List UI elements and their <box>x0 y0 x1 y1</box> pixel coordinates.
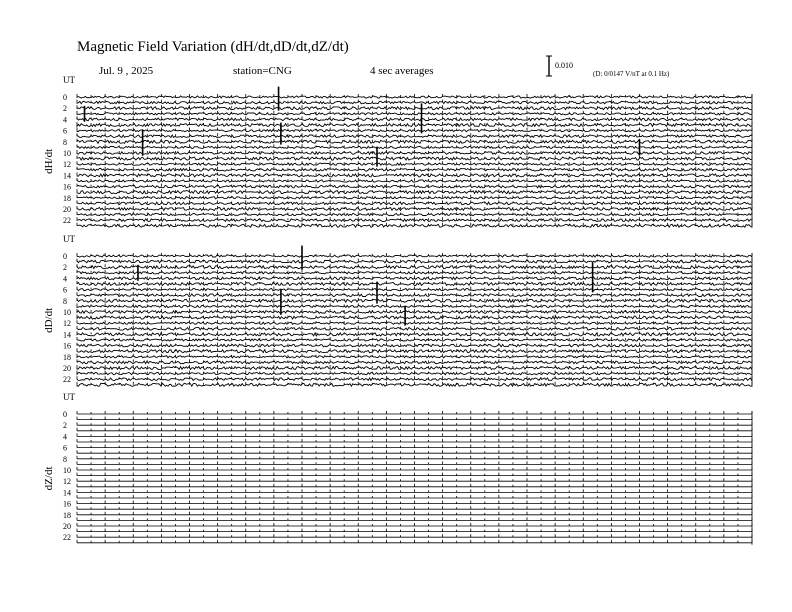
trace-row <box>63 353 752 362</box>
trace-row <box>77 133 752 137</box>
hour-tick-label: 6 <box>63 285 67 295</box>
trace-row <box>63 138 752 147</box>
trace-row <box>77 223 752 228</box>
trace-row <box>77 270 752 274</box>
trace-row <box>63 160 752 169</box>
trace-row <box>77 326 752 330</box>
trace-row <box>63 286 752 295</box>
station-label: station=CNG <box>233 65 292 77</box>
hour-tick-label: 10 <box>63 149 71 158</box>
trace-row <box>63 375 752 384</box>
trace-row <box>77 359 752 363</box>
hour-tick-label: 6 <box>63 126 67 136</box>
trace-row <box>63 330 752 339</box>
hour-tick-label: 4 <box>63 274 67 284</box>
hour-tick-label: 12 <box>63 319 71 329</box>
ut-axis-label: UT <box>63 392 75 402</box>
panel-dH-per-dt <box>43 75 752 228</box>
trace-row <box>77 450 752 453</box>
trace-row <box>77 281 752 286</box>
trace-row <box>63 104 752 113</box>
trace-row <box>77 428 752 431</box>
averaging-label: 4 sec averages <box>370 65 434 77</box>
trace-row <box>77 529 752 532</box>
trace-row <box>77 292 752 296</box>
hour-tick-label: 16 <box>63 499 71 509</box>
hour-tick-label: 22 <box>63 216 71 226</box>
trace-row <box>63 342 752 351</box>
trace-row <box>63 183 752 192</box>
trace-row <box>77 189 752 194</box>
trace-row <box>63 364 752 373</box>
trace-row <box>63 93 752 102</box>
hour-tick-label: 20 <box>63 522 71 531</box>
hour-tick-label: 4 <box>63 432 67 442</box>
trace-row <box>77 122 752 127</box>
trace-row <box>63 194 752 203</box>
trace-row <box>63 274 752 283</box>
trace-row <box>63 127 752 136</box>
trace-row <box>63 500 752 509</box>
trace-row <box>63 511 752 520</box>
hour-tick-label: 8 <box>63 137 67 147</box>
trace-row <box>63 522 752 531</box>
trace-row <box>77 303 752 307</box>
hour-tick-label: 2 <box>63 104 67 114</box>
trace-row <box>77 484 752 487</box>
trace-row <box>77 178 752 182</box>
trace-row <box>77 439 752 442</box>
trace-row <box>63 171 752 180</box>
hour-tick-label: 8 <box>63 454 67 464</box>
hour-tick-label: 8 <box>63 296 67 306</box>
trace-row <box>77 371 752 375</box>
trace-row <box>77 506 752 509</box>
hour-tick-label: 22 <box>63 533 71 543</box>
trace-row <box>77 144 752 148</box>
trace-row <box>63 488 752 497</box>
trace-row <box>77 200 752 204</box>
hour-tick-label: 6 <box>63 443 67 453</box>
panel-ylabel: dD/dt <box>43 307 55 333</box>
trace-row <box>77 337 752 341</box>
trace-row <box>63 432 752 441</box>
trace-row <box>77 461 752 464</box>
ut-axis-label: UT <box>63 234 75 244</box>
hour-tick-label: 4 <box>63 115 67 125</box>
scale-value-label: 0.010 <box>555 61 573 70</box>
hour-tick-label: 2 <box>63 263 67 273</box>
hour-tick-label: 18 <box>63 193 71 203</box>
trace-row <box>77 212 752 216</box>
trace-row <box>63 263 752 272</box>
panel-dZ-per-dt <box>43 392 752 545</box>
trace-row <box>63 466 752 475</box>
trace-row <box>77 315 752 320</box>
trace-row <box>63 205 752 214</box>
panel-ylabel: dZ/dt <box>43 466 55 491</box>
trace-row <box>77 495 752 498</box>
hour-tick-label: 16 <box>63 341 71 351</box>
trace-row <box>77 348 752 353</box>
hour-tick-label: 16 <box>63 182 71 192</box>
hour-tick-label: 22 <box>63 375 71 385</box>
trace-row <box>63 421 752 430</box>
scale-bar <box>546 56 552 76</box>
trace-row <box>63 533 752 542</box>
hour-tick-label: 20 <box>63 364 71 373</box>
date-label: Jul. 9 , 2025 <box>99 65 154 77</box>
trace-row <box>77 156 752 161</box>
trace-row <box>63 444 752 453</box>
trace-row <box>63 216 752 225</box>
hour-tick-label: 18 <box>63 352 71 362</box>
trace-row <box>77 540 752 543</box>
hour-tick-label: 0 <box>63 410 67 419</box>
hour-tick-label: 10 <box>63 466 71 475</box>
hour-tick-label: 0 <box>63 252 67 261</box>
panel-ylabel: dH/dt <box>43 148 55 174</box>
hour-tick-label: 20 <box>63 205 71 214</box>
trace-row <box>77 111 752 115</box>
scale-note-label: (D: 0/0147 V/nT at 0.1 Hz) <box>593 70 670 78</box>
trace-row <box>63 297 752 306</box>
trace-row <box>63 455 752 464</box>
trace-row <box>63 308 752 317</box>
trace-row <box>77 382 752 387</box>
trace-row <box>77 259 752 263</box>
hour-tick-label: 12 <box>63 160 71 170</box>
trace-row <box>77 100 752 104</box>
page-title: Magnetic Field Variation (dH/dt,dD/dt,dZ/dt) <box>77 39 349 55</box>
trace-row <box>77 167 752 171</box>
hour-tick-label: 0 <box>63 93 67 102</box>
trace-row <box>63 410 752 419</box>
hour-tick-label: 12 <box>63 477 71 487</box>
hour-tick-label: 14 <box>63 171 71 181</box>
hour-tick-label: 2 <box>63 421 67 431</box>
trace-row <box>63 477 752 486</box>
panel-dD-per-dt <box>43 234 752 387</box>
trace-row <box>63 252 752 261</box>
hour-tick-label: 18 <box>63 510 71 520</box>
hour-tick-label: 14 <box>63 488 71 498</box>
trace-row <box>77 473 752 476</box>
ut-axis-label: UT <box>63 75 75 85</box>
trace-row <box>77 417 752 420</box>
hour-tick-label: 10 <box>63 308 71 317</box>
trace-row <box>63 319 752 328</box>
trace-row <box>63 149 752 158</box>
hour-tick-label: 14 <box>63 330 71 340</box>
trace-row <box>77 517 752 520</box>
